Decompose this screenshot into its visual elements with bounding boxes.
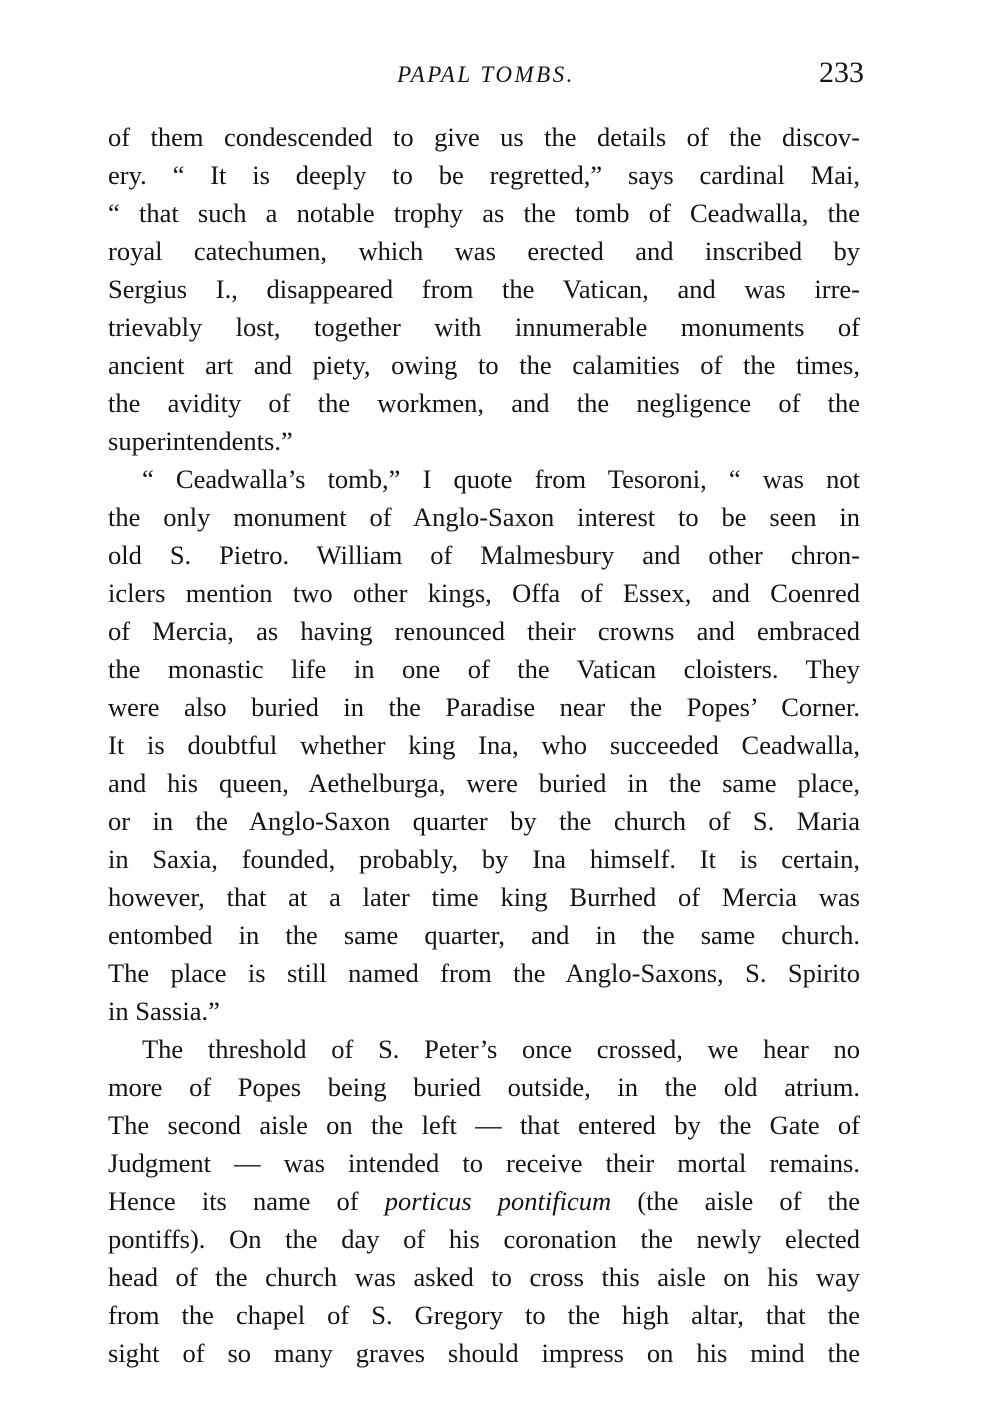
text-line: pontiffs). On the day of his coronation the newly elected bbox=[108, 1224, 860, 1254]
text-line: and his queen, Aethelburga, were buried in the same place, bbox=[108, 768, 860, 798]
text-line: Sergius I., disappeared from the Vatican, and was irre- bbox=[108, 274, 860, 304]
text-line: head of the church was asked to cross this aisle on his way bbox=[108, 1262, 860, 1292]
text-line: the only monument of Anglo-Saxon interest to be seen in bbox=[108, 502, 860, 532]
running-title: PAPAL TOMBS. bbox=[397, 62, 575, 87]
body-text bbox=[108, 118, 860, 1372]
italic-phrase: porticus pontificum bbox=[384, 1186, 612, 1216]
text-line: The second aisle on the left — that entered by the Gate of bbox=[108, 1110, 860, 1140]
text-segment: (the aisle of the bbox=[611, 1186, 860, 1216]
text-segment: Hence its name of bbox=[108, 1186, 385, 1216]
text-line: the monastic life in one of the Vatican cloisters. They bbox=[108, 654, 860, 684]
text-line: Judgment — was intended to receive their mortal remains. bbox=[108, 1148, 860, 1178]
text-line: from the chapel of S. Gregory to the high altar, that the bbox=[108, 1300, 860, 1330]
text-line: entombed in the same quarter, and in the same church. bbox=[108, 920, 860, 950]
text-line: or in the Anglo-Saxon quarter by the church of S. Maria bbox=[108, 806, 860, 836]
text-line: iclers mention two other kings, Offa of Essex, and Coenred bbox=[108, 578, 860, 608]
text-line: ancient art and piety, owing to the calamities of the times, bbox=[108, 350, 860, 380]
text-line: in Saxia, founded, probably, by Ina himself. It is certain, bbox=[108, 844, 860, 874]
text-line: ery. “ It is deeply to be regretted,” says cardinal Mai, bbox=[108, 160, 860, 190]
text-line: trievably lost, together with innumerable monuments of bbox=[108, 312, 860, 342]
text-line: were also buried in the Paradise near the Popes’ Corner. bbox=[108, 692, 860, 722]
text-line: the avidity of the workmen, and the negligence of the bbox=[108, 388, 860, 418]
text-line: “ that such a notable trophy as the tomb of Ceadwalla, the bbox=[108, 198, 860, 228]
text-line: in Sassia.” bbox=[108, 996, 220, 1026]
text-line: royal catechumen, which was erected and inscribed by bbox=[108, 236, 860, 266]
text-line: more of Popes being buried outside, in the old atrium. bbox=[108, 1072, 860, 1102]
text-line: of them condescended to give us the details of the discov- bbox=[108, 122, 860, 152]
text-line bbox=[108, 1182, 860, 1220]
page-number: 233 bbox=[819, 56, 864, 89]
text-line: however, that at a later time king Burrhed of Mercia was bbox=[108, 882, 860, 912]
text-line: “ Ceadwalla’s tomb,” I quote from Tesoroni, “ was not bbox=[142, 464, 860, 494]
text-line: It is doubtful whether king Ina, who succeeded Ceadwalla, bbox=[108, 730, 860, 760]
text-line: old S. Pietro. William of Malmesbury and other chron- bbox=[108, 540, 860, 570]
text-line: The threshold of S. Peter’s once crossed, we hear no bbox=[142, 1034, 860, 1064]
text-line: of Mercia, as having renounced their crowns and embraced bbox=[108, 616, 860, 646]
running-header bbox=[108, 56, 864, 100]
text-line: The place is still named from the Anglo-Saxons, S. Spirito bbox=[108, 958, 860, 988]
text-line: sight of so many graves should impress on his mind the bbox=[108, 1338, 860, 1368]
text-line: superintendents.” bbox=[108, 426, 293, 456]
